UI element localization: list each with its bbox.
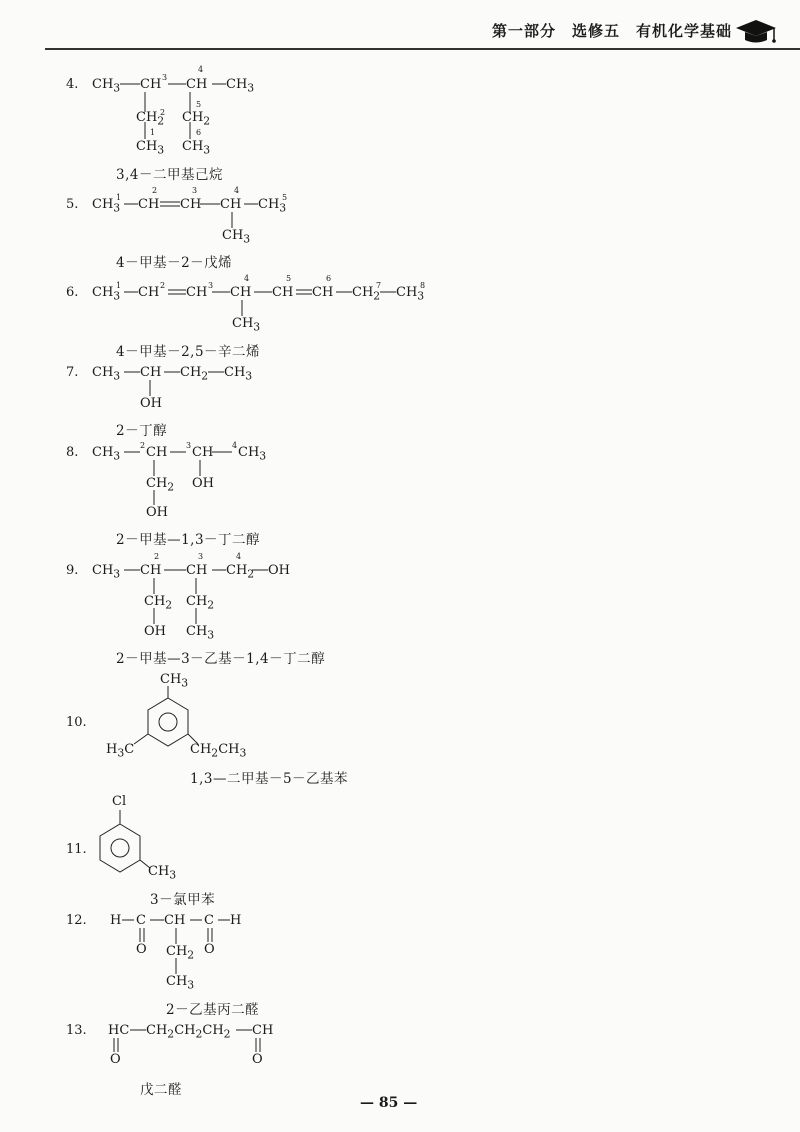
compound-name: 4－甲基－2,5－辛二烯 [116,344,261,360]
item-number: 11. [66,842,87,857]
compound-name: 1,3—二甲基－5－乙基苯 [190,771,349,787]
compound-name: 戊二醛 [140,1082,182,1098]
compound-name: 3,4－二甲基己烷 [116,167,223,183]
item-number: 5. [66,197,79,212]
compound-name: 2－甲基—1,3－丁二醇 [116,532,261,548]
item-number: 10. [66,715,87,730]
item-number: 13. [66,1023,87,1038]
item-number: 6. [66,285,79,300]
compound-name: 3－氯甲苯 [150,892,216,908]
item-number: 4. [66,77,79,92]
item-number: 8. [66,445,79,460]
item-number: 9. [66,563,79,578]
compound-name: 2－丁醇 [116,423,168,439]
compound-name: 2－乙基丙二醛 [166,1002,260,1018]
item-number: 7. [66,365,79,380]
page-number: — 85 — [360,1095,418,1111]
compound-name: 2－甲基—3－乙基－1,4－丁二醇 [116,651,326,667]
item-number: 12. [66,913,87,928]
compound-name: 4－甲基－2－戊烯 [116,255,233,271]
header-title: 第一部分 选修五 有机化学基础 [491,22,732,40]
